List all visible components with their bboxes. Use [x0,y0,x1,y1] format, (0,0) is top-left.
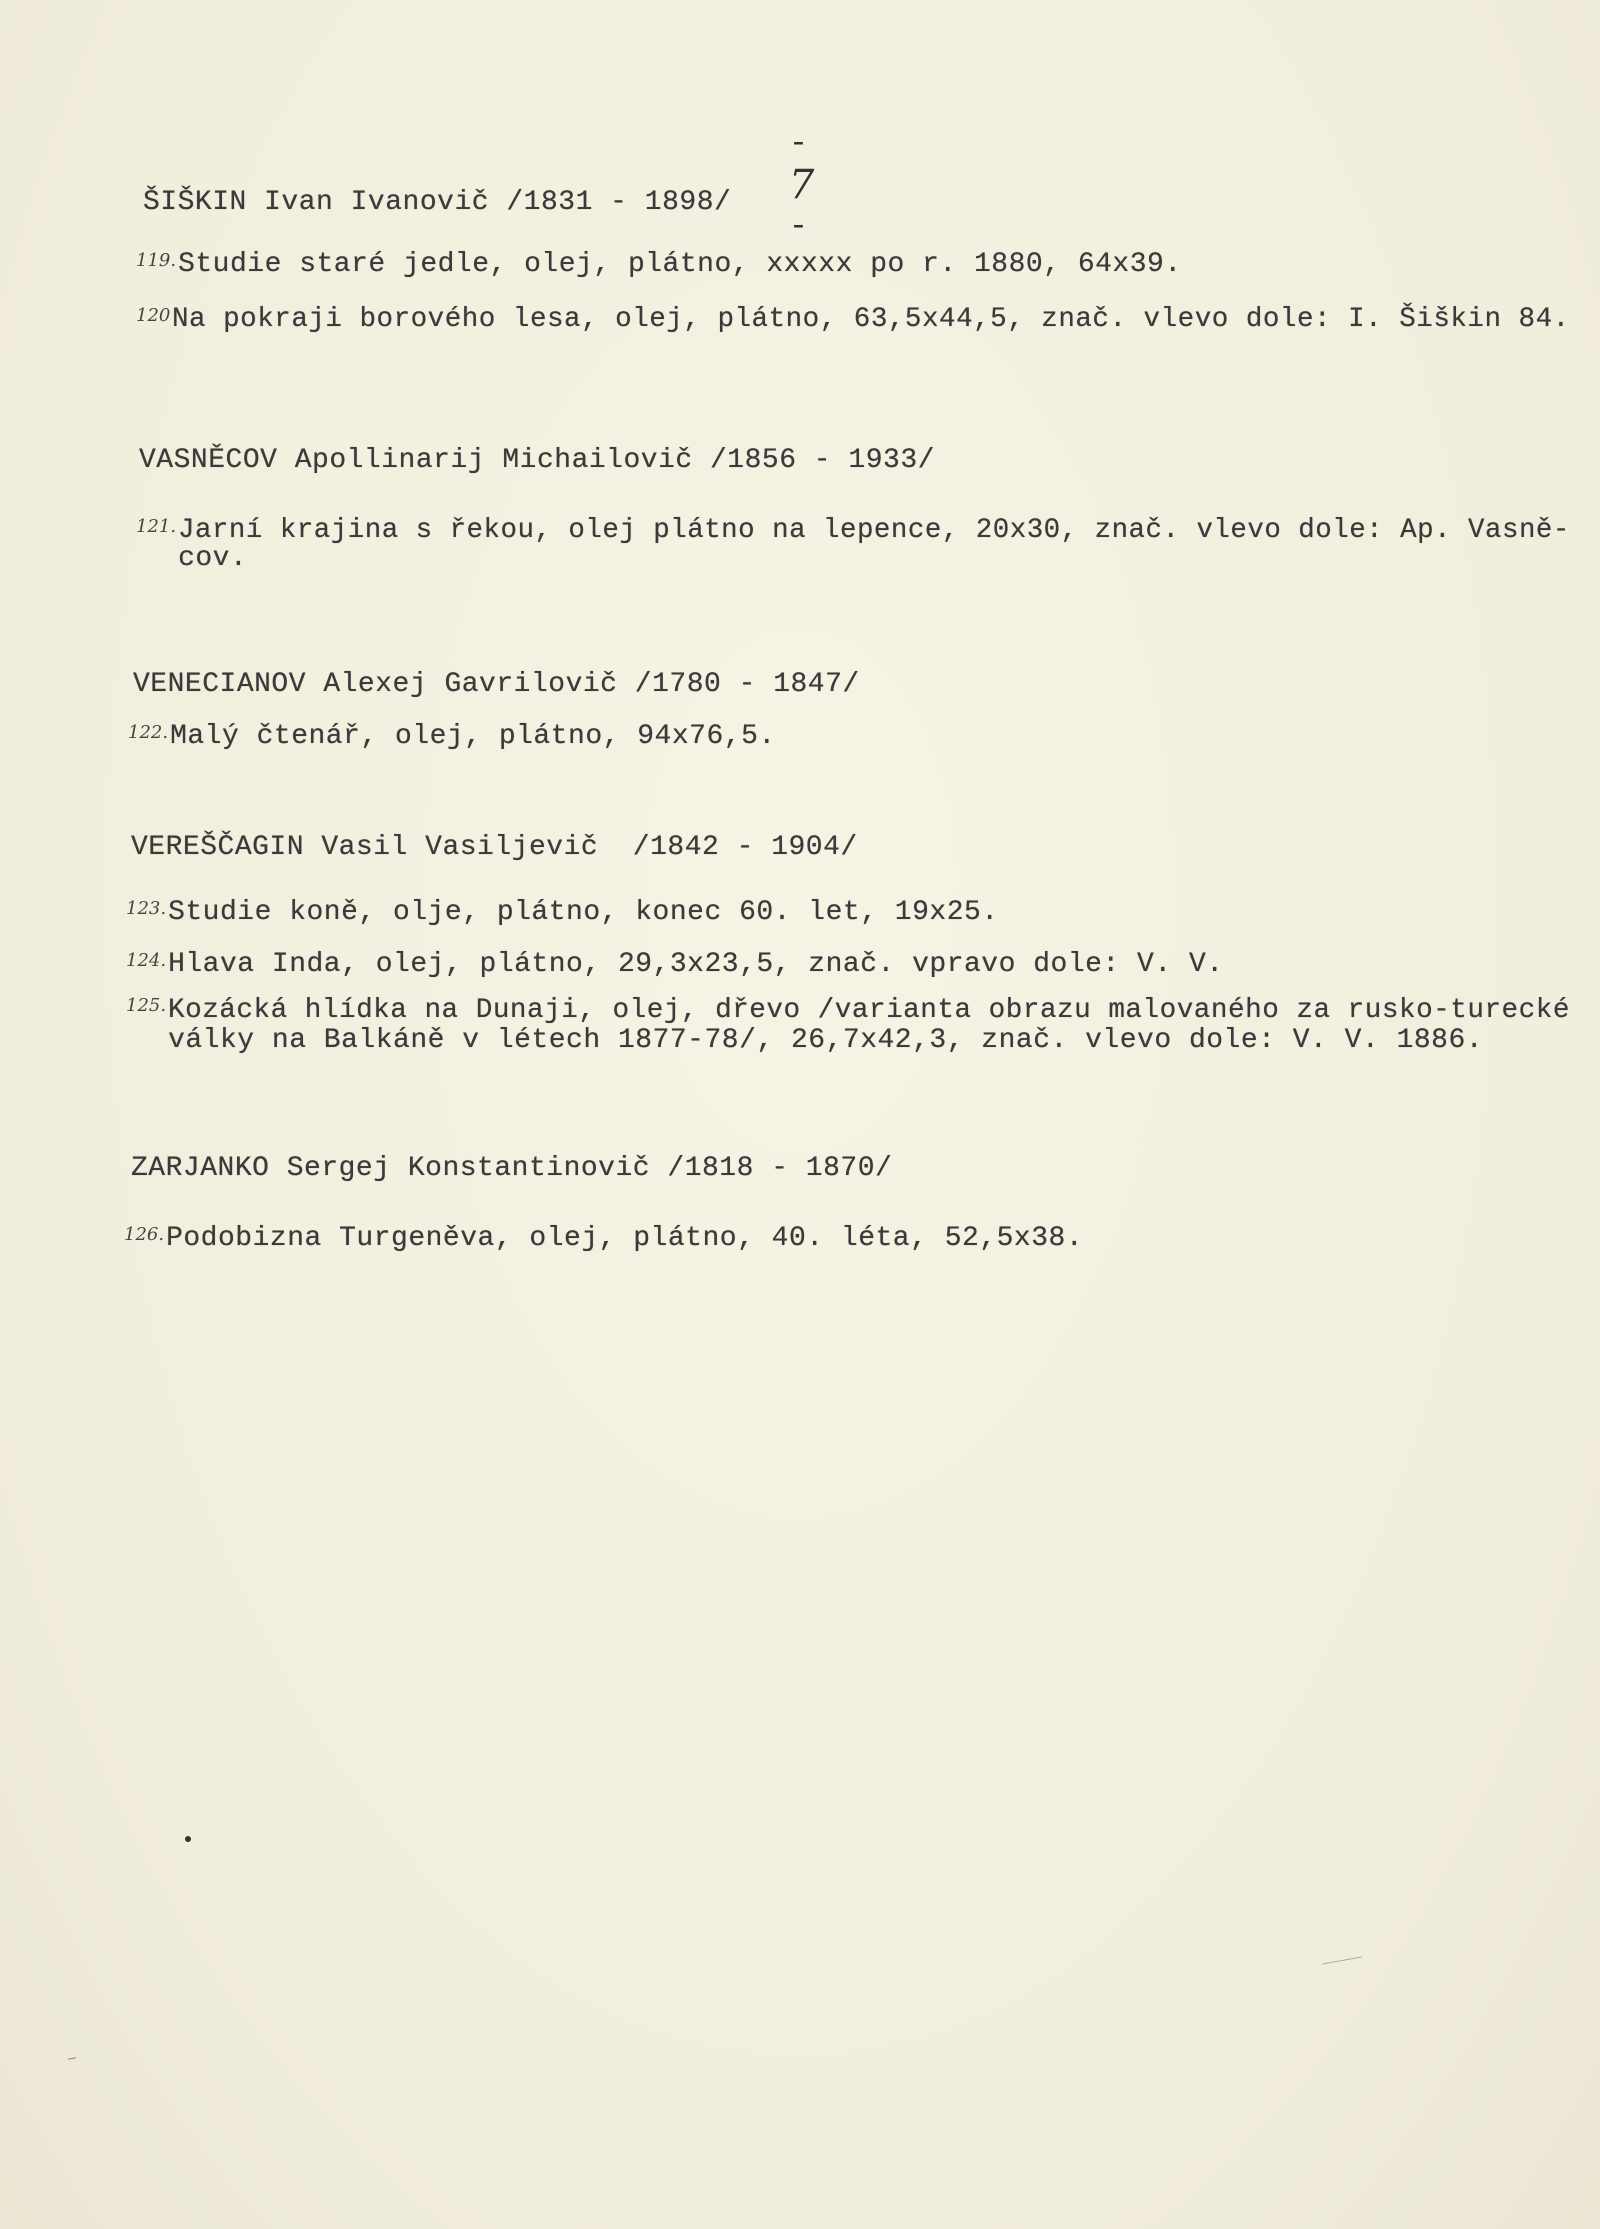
artist-heading-venecianov: VENECIANOV Alexej Gavrilovič /1780 - 1847/ [133,669,860,700]
entry-number: 123. [126,898,167,919]
entry-number: 126. [124,1224,165,1245]
entry-text-continuation: cov. [178,543,248,574]
ink-dot [185,1836,191,1842]
entry-text: Hlava Inda, olej, plátno, 29,3x23,5, znač. vpravo dole: V. V. [168,949,1224,980]
entry-text: Podobizna Turgeněva, olej, plátno, 40. léta, 52,5x38. [166,1223,1084,1254]
entry-number: 119. [136,250,177,271]
artist-heading-vasnecov: VASNĚCOV Apollinarij Michailovič /1856 - 1933/ [139,445,935,476]
paper-mark [68,2057,76,2059]
paper-mark [1322,1957,1362,1965]
artist-heading-siskin: ŠIŠKIN Ivan Ivanovič /1831 - 1898/ [143,187,732,218]
page-number-digit: 7 [788,162,815,208]
artist-heading-verescagin: VEREŠČAGIN Vasil Vasiljevič /1842 - 1904/ [131,832,858,863]
entry-number: 121. [136,516,177,537]
entry-text: Studie staré jedle, olej, plátno, xxxxx po r. 1880, 64x39. [178,249,1182,280]
entry-number: 120 [136,305,171,326]
entry-text: Malý čtenář, olej, plátno, 94x76,5. [170,721,776,752]
entry-text: Kozácká hlídka na Dunaji, olej, dřevo /varianta obrazu malovaného za rusko-turecké [168,995,1571,1026]
page-number-dash-right: - [788,208,809,245]
entry-text: Studie koně, olje, plátno, konec 60. let, 19x25. [168,897,999,928]
entry-text: Jarní krajina s řekou, olej plátno na lepence, 20x30, znač. vlevo dole: Ap. Vasně- [178,515,1570,546]
entry-text: Na pokraji borového lesa, olej, plátno, 63,5x44,5, znač. vlevo dole: I. Šiškin 84. [172,304,1571,335]
entry-text-continuation: války na Balkáně v létech 1877-78/, 26,7x42,3, znač. vlevo dole: V. V. 1886. [168,1025,1484,1056]
page-number-dash-left: - [788,125,809,162]
artist-heading-zarjanko: ZARJANKO Sergej Konstantinovič /1818 - 1870/ [131,1153,893,1184]
entry-number: 125. [126,995,167,1016]
entry-number: 122. [128,722,169,743]
entry-number: 124. [126,950,167,971]
